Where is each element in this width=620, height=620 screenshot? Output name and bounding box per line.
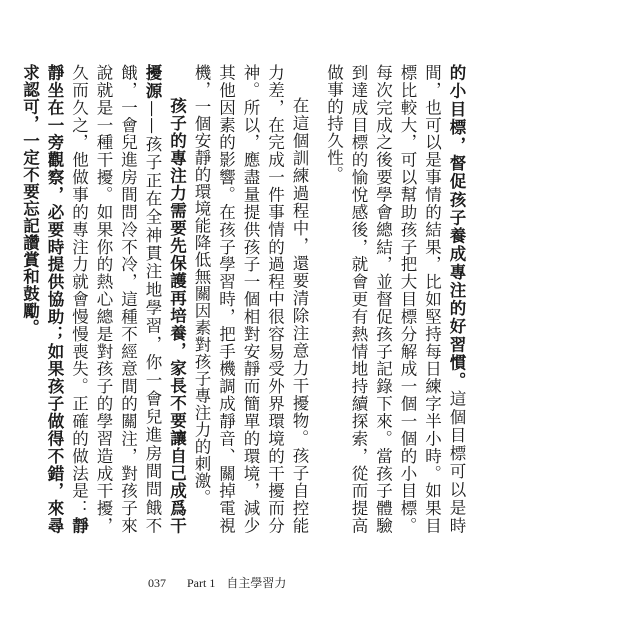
page-number: 037: [148, 576, 166, 590]
chapter-title: 自主學習力: [226, 576, 287, 590]
paragraph-2-body: 在這個訓練過程中，還要清除注意力干擾物。孩子自控能力差，在完成一件事情的過程中很容易受外界環境的干擾而分神。所以，應盡量提供孩子一個相對安靜而簡單的環境，減少其他因素的影響。在孩子學習時，把手機調成靜音、關掉電視機，一個安靜的環境能降低無關因素對孩子專注力的刺激。: [192, 64, 309, 534]
paragraph-3-body: ——孩子正在全神貫注地學習，你一會兒進房間問餓不餓，一會兒進房間問冷不冷，這種不經意間的關注，對孩子來說就是一種干擾。如果你的熱心總是對孩子的學習造成干擾，久而久之，他做事的專注力就會慢慢喪失。正確的做法是：: [69, 64, 162, 535]
paragraph-1-bold-lead: 的小目標，督促孩子養成專注的好習慣。: [447, 64, 466, 391]
body-text: [17, 64, 478, 534]
paragraph-3-bold-advice: 靜靜坐在一旁觀察，必要時提供協助；如果孩子做得不錯，來尋求認可，一定不要忘記讚賞和鼓勵。: [20, 64, 89, 534]
paragraph-2: [189, 64, 312, 534]
part-label: Part 1: [187, 576, 216, 590]
paragraph-3-bold-lead: 孩子的專注力需要先保護再培養，家長不要讓自己成爲干擾源: [143, 64, 187, 534]
paragraph-1-body: 這個目標可以是時間，也可以是事情的結果，比如堅持每日練字半小時。如果目標比較大，可以幫助孩子把大目標分解成一個一個的小目標。每次完成之後要學會總結，並督促孩子記錄下來。當孩子體驗到達成目標的愉悅感後，就會更有熱情地持續探索，從而提高做事的持久性。: [324, 64, 466, 535]
paragraph-1: [321, 64, 468, 534]
page-footer: [148, 574, 304, 591]
paragraph-3: [17, 64, 189, 534]
